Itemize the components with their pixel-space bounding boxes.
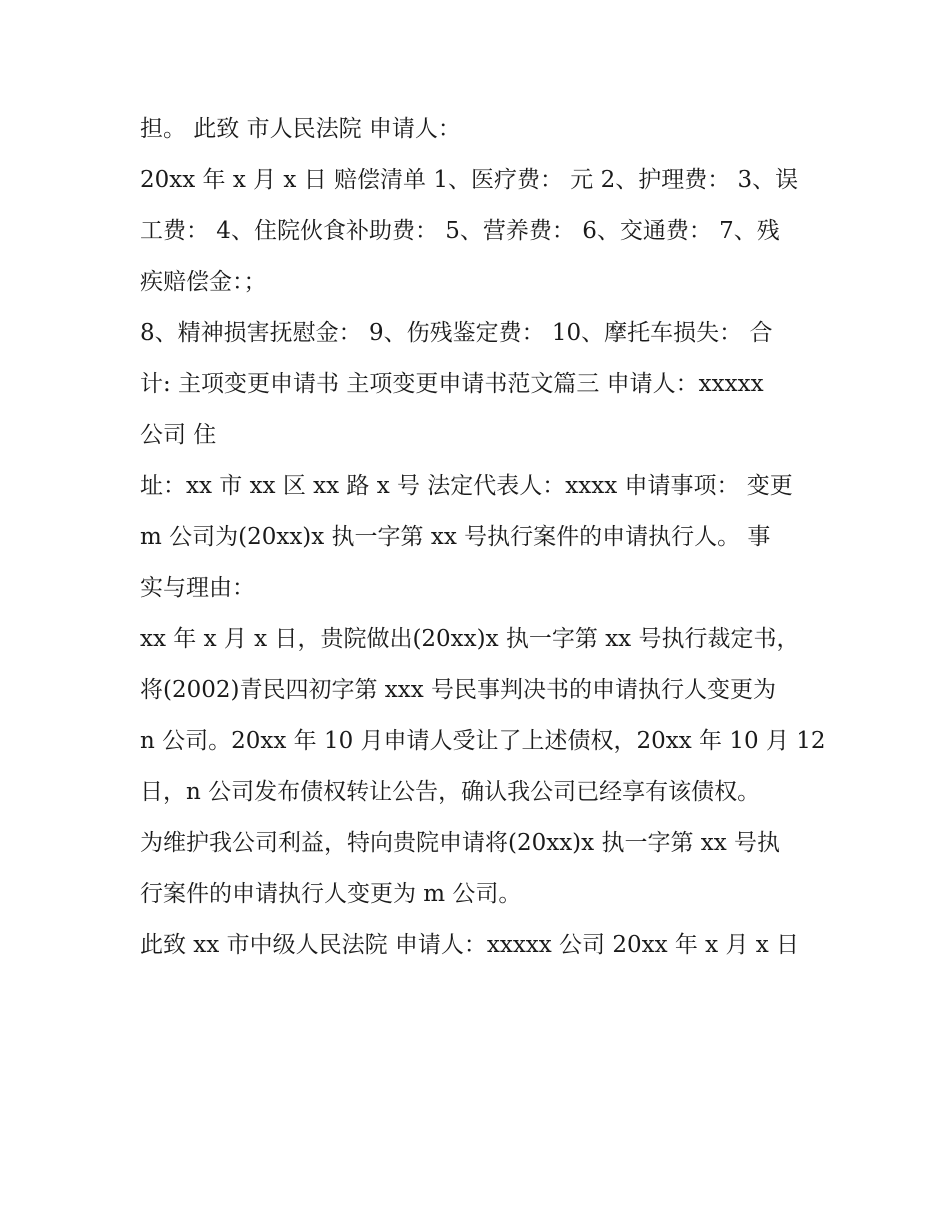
text-line-14: 日，n 公司发布债权转让公告，确认我公司已经享有该债权。: [140, 779, 761, 805]
text-line-1: 担。 此致 市人民法院 申请人：: [140, 116, 461, 142]
text-line-2: 20xx 年 x 月 x 日 赔偿清单 1、医疗费： 元 2、护理费： 3、误: [140, 167, 799, 193]
text-line-8: 址：xx 市 xx 区 xx 路 x 号 法定代表人：xxxx 申请事项： 变更: [140, 473, 793, 499]
text-line-3: 工费： 4、住院伙食补助费： 5、营养费： 6、交通费： 7、残: [140, 218, 780, 244]
text-line-15: 为维护我公司利益，特向贵院申请将(20xx)x 执一字第 xx 号执: [140, 830, 781, 856]
text-line-5: 8、精神损害抚慰金： 9、伤残鉴定费： 10、摩托车损失： 合: [140, 320, 773, 346]
document-body: [140, 104, 826, 971]
text-line-10: 实与理由：: [140, 575, 255, 601]
text-line-9: m 公司为(20xx)x 执一字第 xx 号执行案件的申请执行人。 事: [140, 524, 771, 550]
text-line-11: xx 年 x 月 x 日，贵院做出(20xx)x 执一字第 xx 号执行裁定书，: [140, 626, 800, 652]
text-line-4: 疾赔偿金：；: [140, 269, 267, 295]
text-line-6: 计: 主项变更申请书 主项变更申请书范文篇三 申请人：xxxxx: [140, 371, 764, 397]
text-line-16: 行案件的申请执行人变更为 m 公司。: [140, 881, 522, 907]
text-line-13: n 公司。20xx 年 10 月申请人受让了上述债权，20xx 年 10 月 12: [140, 728, 826, 754]
text-line-12: 将(2002)青民四初字第 xxx 号民事判决书的申请执行人变更为: [140, 677, 777, 703]
text-line-7: 公司 住: [140, 422, 217, 448]
text-line-17: 此致 xx 市中级人民法院 申请人：xxxxx 公司 20xx 年 x 月 x 日: [140, 932, 800, 958]
